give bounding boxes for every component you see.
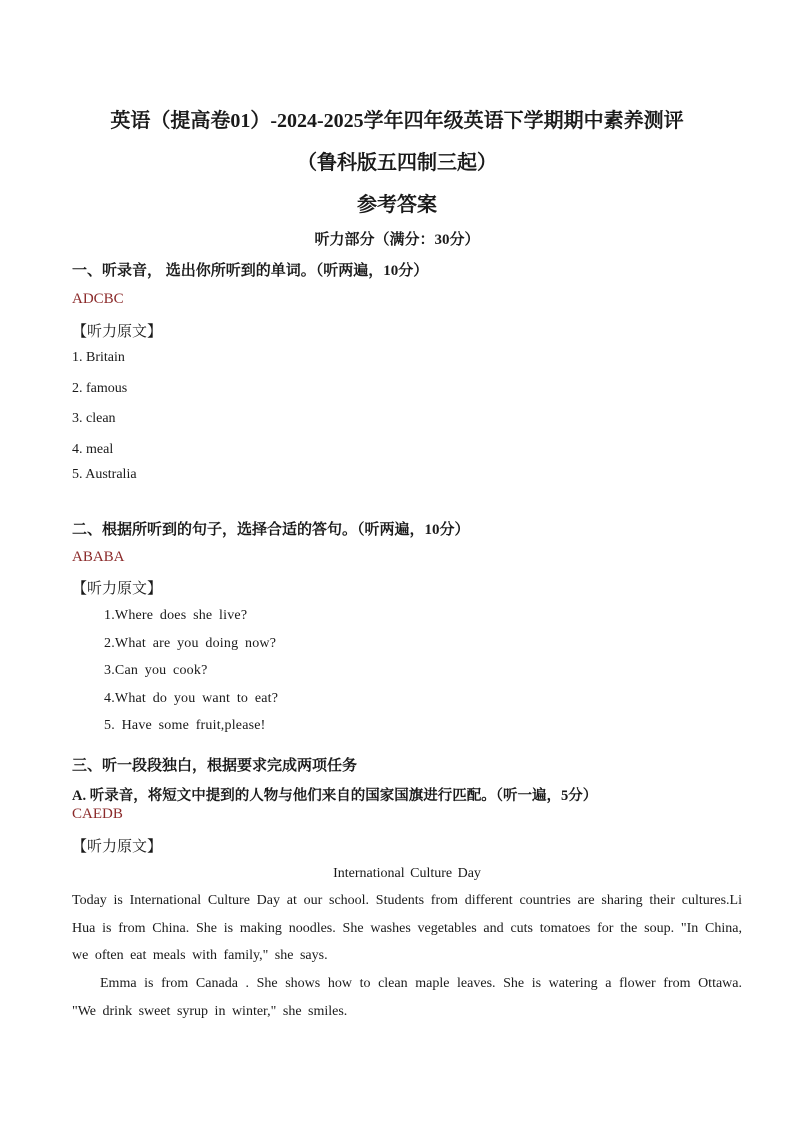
listening-part-heading: 听力部分（满分：30分） — [314, 232, 480, 248]
list-item: 3.Can you cook? — [104, 663, 208, 678]
list-item: 2.What are you doing now? — [104, 636, 277, 651]
section2-answer: ABABA — [72, 549, 125, 565]
list-item: 1.Where does she live? — [104, 608, 248, 623]
section1-transcript-label: 【听力原文】 — [72, 324, 163, 340]
list-item: 4.What do you want to eat? — [104, 691, 279, 706]
section3-transcript-label: 【听力原文】 — [72, 839, 163, 855]
passage-paragraph-1: Today is International Culture Day at our school. Students from different countries are sharing their cultures.Li Hua is from China. She is making noodles. She washes vegetables and cuts tomatoes for the soup. "In China, we often eat meals with family," she says. — [72, 893, 742, 963]
section1-answer: ADCBC — [72, 291, 124, 307]
list-item: 1. Britain — [72, 350, 125, 365]
list-item: 5. Australia — [72, 467, 137, 482]
section3-answer: CAEDB — [72, 806, 123, 822]
list-item: 3. clean — [72, 411, 116, 426]
answer-key-heading: 参考答案 — [357, 194, 437, 216]
page-subtitle: （鲁科版五四制三起） — [297, 152, 497, 174]
list-item: 4. meal — [72, 442, 114, 457]
list-item: 5. Have some fruit,please! — [104, 718, 266, 733]
section1-heading: 一、听录音， 选出你所听到的单词。（听两遍，10分） — [72, 263, 429, 279]
section2-heading: 二、根据所听到的句子，选择合适的答句。（听两遍，10分） — [72, 522, 470, 538]
passage-paragraph-2: Emma is from Canada . She shows how to clean maple leaves. She is watering a flower from Ottawa. "We drink sweet syrup in winter," she smiles. — [72, 976, 742, 1019]
passage-title: International Culture Day — [333, 866, 481, 881]
list-item: 2. famous — [72, 381, 128, 396]
section3-heading: 三、听一段段独白，根据要求完成两项任务 — [72, 758, 358, 774]
section3-subheading: A. 听录音，将短文中提到的人物与他们来自的国家国旗进行匹配。（听一遍，5分） — [72, 788, 598, 804]
section2-transcript-label: 【听力原文】 — [72, 581, 163, 597]
page-title: 英语（提高卷01）-2024-2025学年四年级英语下学期期中素养测评 — [110, 110, 684, 132]
